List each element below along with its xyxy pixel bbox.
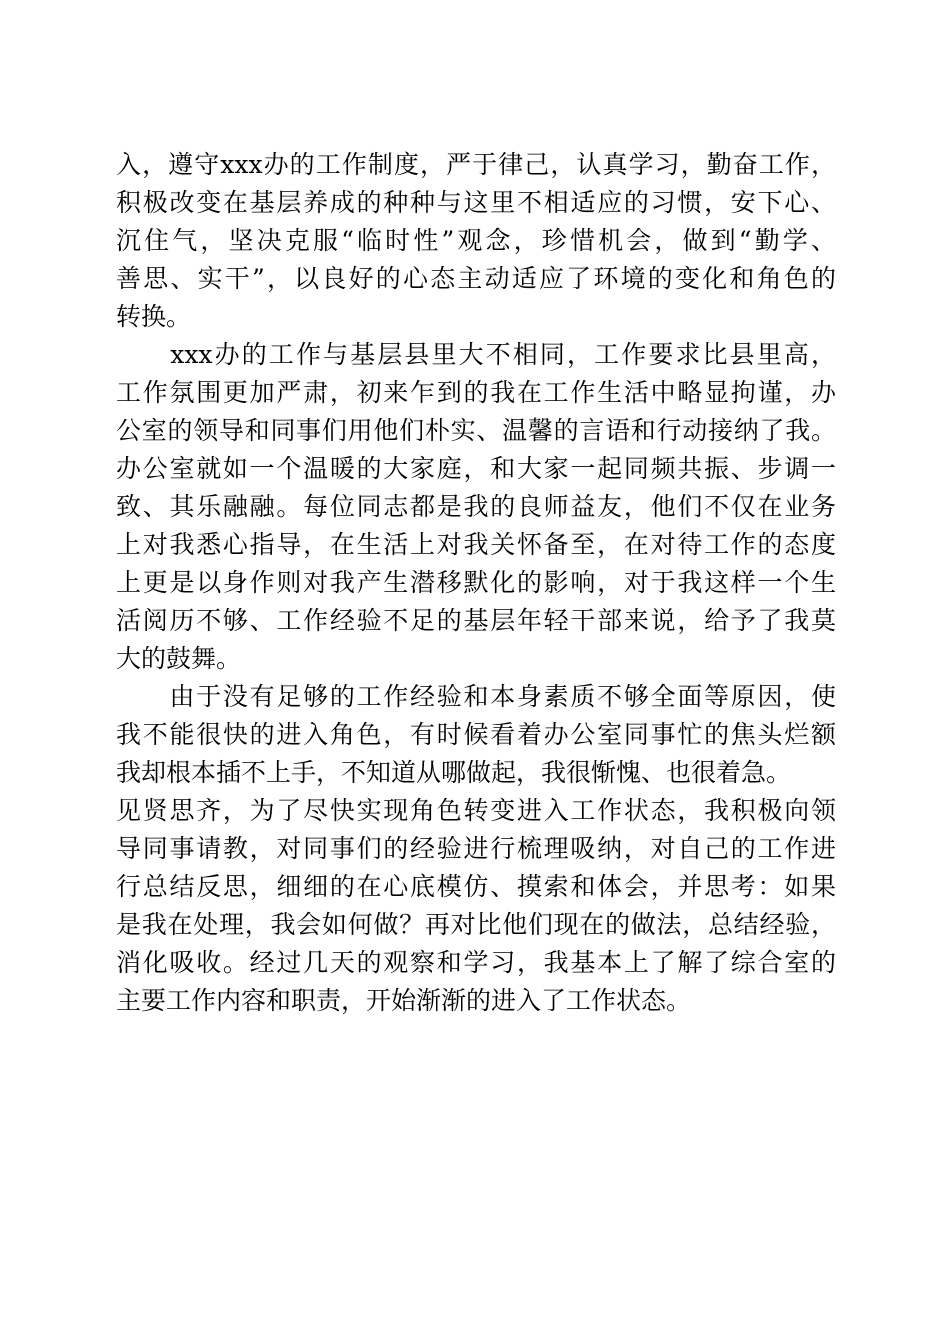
text-line: 转换。 — [116, 302, 192, 331]
text-line: 行总结反思，细细的在心底模仿、摸索和体会，并思考：如果 — [116, 872, 836, 901]
text-line: xxx办的工作与基层县里大不相同，工作要求比县里高， — [116, 340, 836, 369]
text-line: 上对我悉心指导，在生活上对我关怀备至，在对待工作的态度 — [116, 530, 836, 559]
text-line: 是我在处理，我会如何做？再对比他们现在的做法，总结经验， — [116, 910, 836, 939]
text-line: 积极改变在基层养成的种种与这里不相适应的习惯，安下心、 — [116, 188, 836, 217]
body-text — [116, 146, 836, 1020]
text-line: 善思、实干”，以良好的心态主动适应了环境的变化和角色的 — [116, 264, 836, 293]
text-line: 致、其乐融融。每位同志都是我的良师益友，他们不仅在业务 — [116, 492, 836, 521]
text-line: 公室的领导和同事们用他们朴实、温馨的言语和行动接纳了我。 — [116, 416, 836, 445]
text-line: 工作氛围更加严肃，初来乍到的我在工作生活中略显拘谨，办 — [116, 378, 836, 407]
text-line: 大的鼓舞。 — [116, 644, 242, 673]
text-line: 活阅历不够、工作经验不足的基层年轻干部来说，给予了我莫 — [116, 606, 836, 635]
text-line: 沉住气，坚决克服“临时性”观念，珍惜机会，做到“勤学、 — [116, 226, 836, 255]
text-line: 主要工作内容和职责，开始渐渐的进入了工作状态。 — [116, 986, 692, 1015]
text-line: 入，遵守xxx办的工作制度，严于律己，认真学习，勤奋工作， — [116, 150, 836, 179]
text-line: 上更是以身作则对我产生潜移默化的影响，对于我这样一个生 — [116, 568, 836, 597]
text-line: 见贤思齐，为了尽快实现角色转变进入工作状态，我积极向领 — [116, 796, 836, 825]
text-line: 办公室就如一个温暖的大家庭，和大家一起同频共振、步调一 — [116, 454, 836, 483]
text-line: 由于没有足够的工作经验和本身素质不够全面等原因，使 — [116, 682, 836, 711]
text-line: 我却根本插不上手，不知道从哪做起，我很惭愧、也很着急。 — [116, 758, 792, 787]
text-line: 导同事请教，对同事们的经验进行梳理吸纳，对自己的工作进 — [116, 834, 836, 863]
text-line: 我不能很快的进入角色，有时候看着办公室同事忙的焦头烂额 — [116, 720, 836, 749]
text-line: 消化吸收。经过几天的观察和学习，我基本上了解了综合室的 — [116, 948, 836, 977]
